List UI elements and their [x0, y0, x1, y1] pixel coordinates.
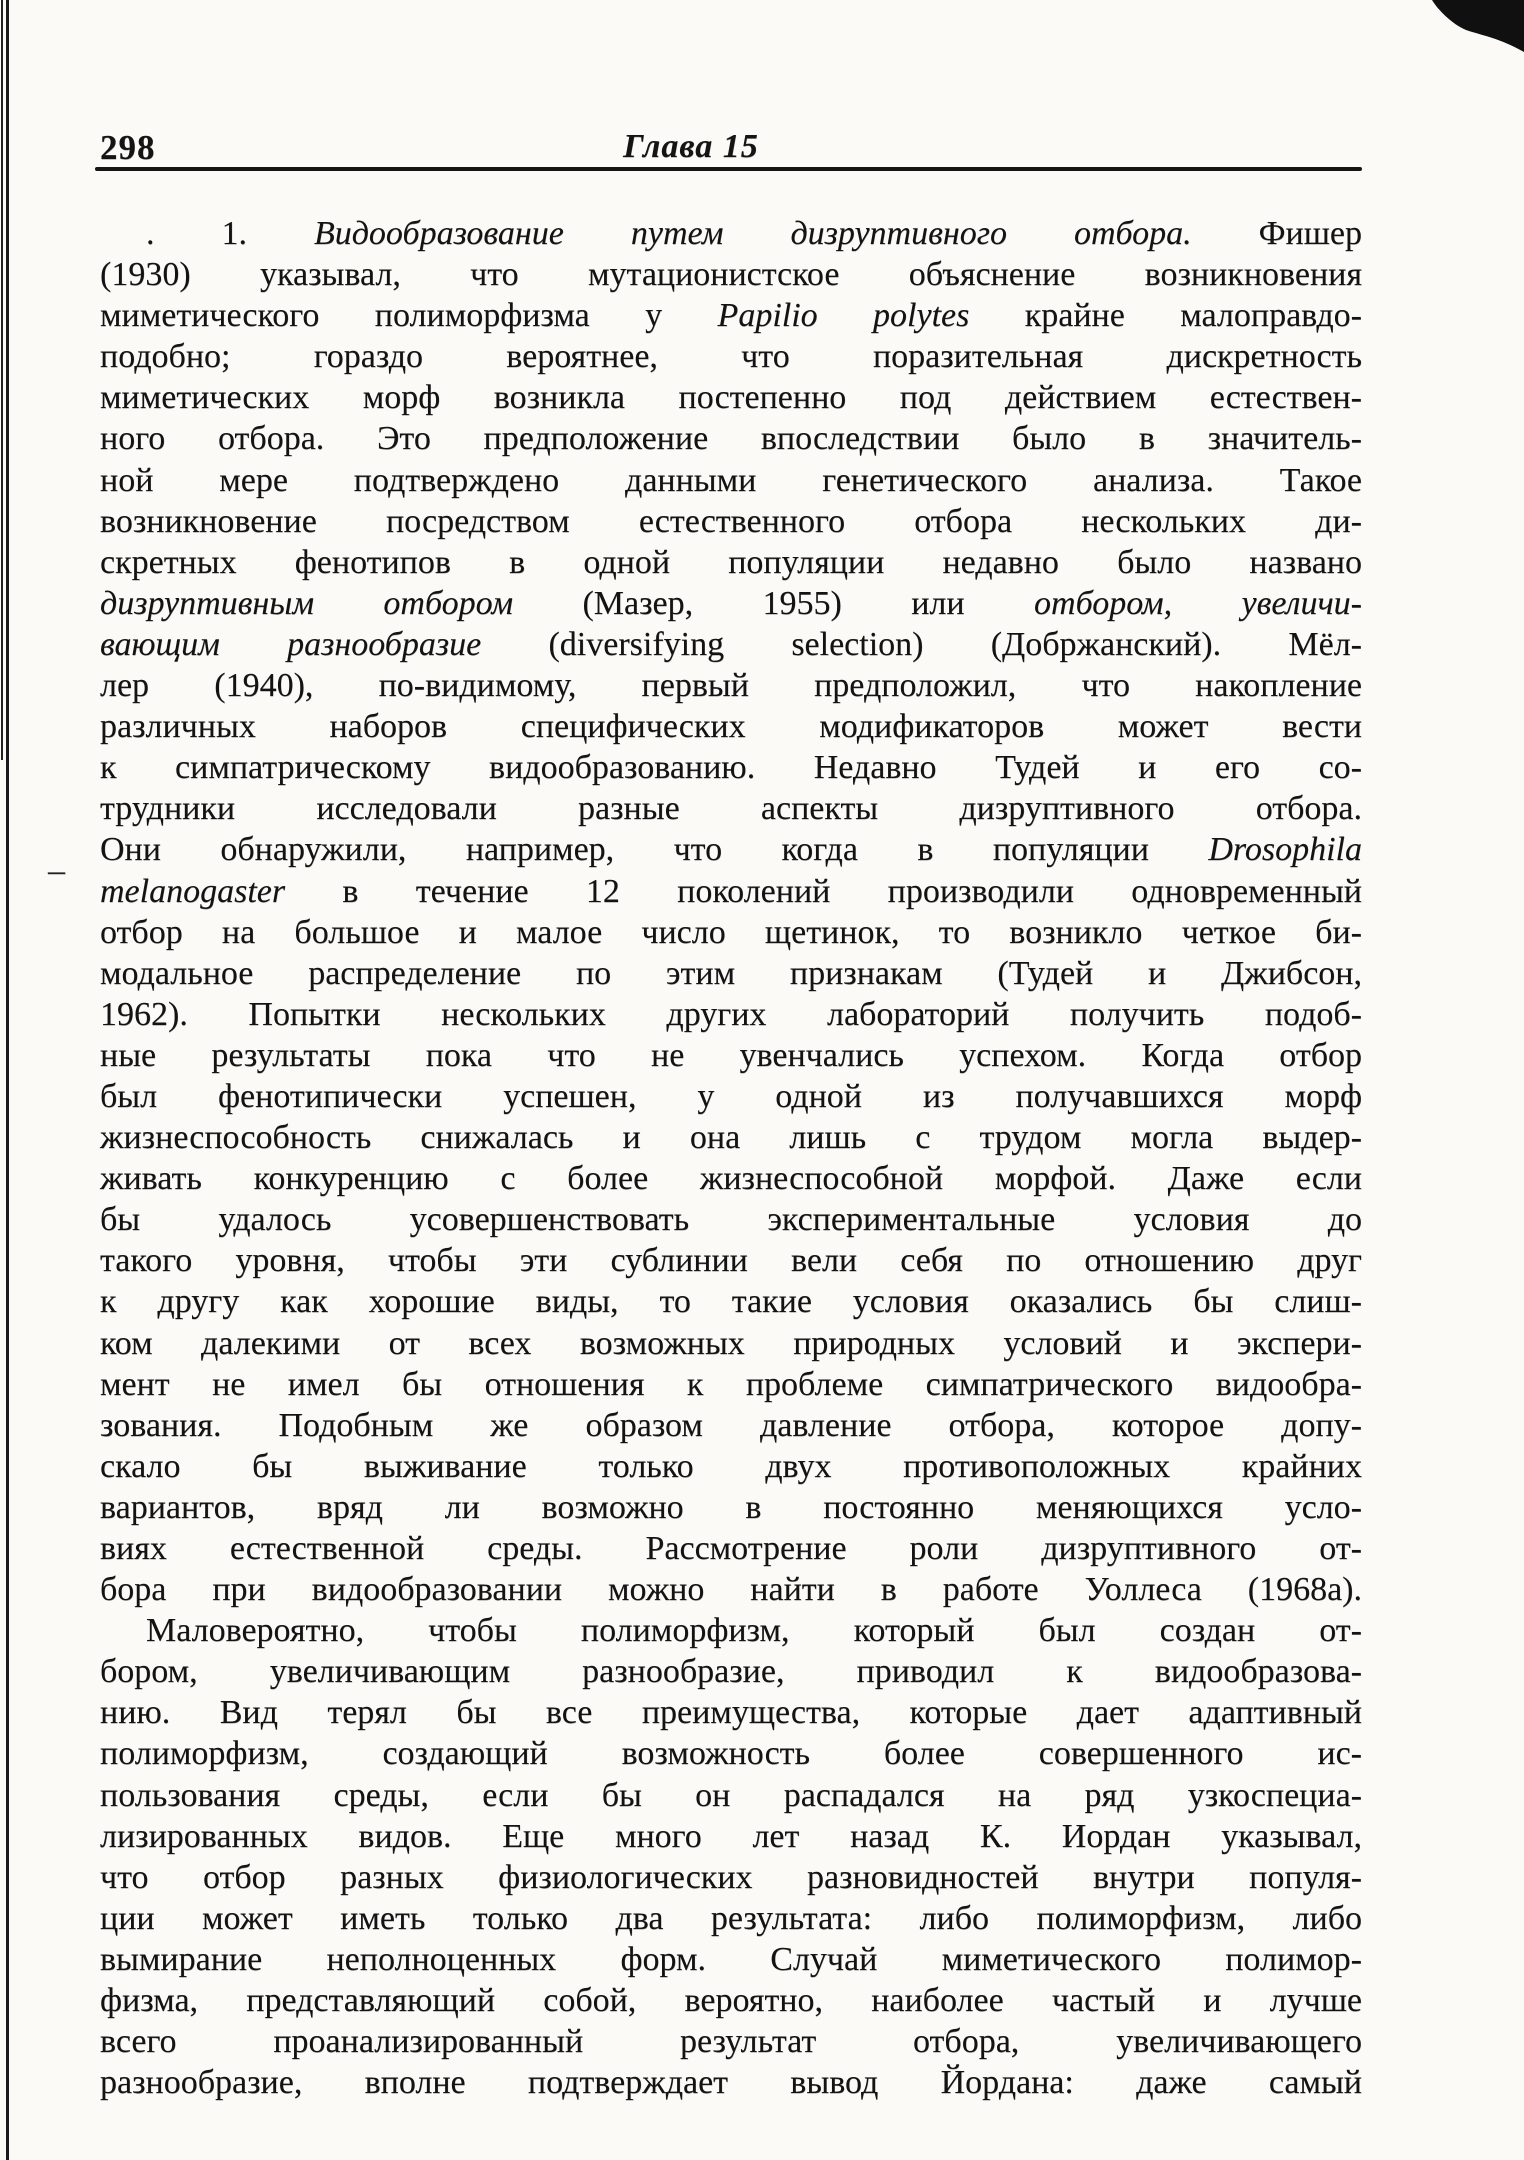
text-line — [100, 1692, 1362, 1733]
text-line — [100, 953, 1362, 994]
text-line — [100, 254, 1362, 295]
text-line — [100, 1240, 1362, 1281]
text-segment: Они обнаружили, например, что когда в популяции — [100, 831, 1209, 869]
text-segment: что отбор разных физиологических разновидностей внутри популя- — [100, 1858, 1362, 1896]
text-segment: . 1. — [146, 215, 314, 252]
text-block — [100, 213, 1362, 2103]
text-segment: лизированных видов. Еще много лет назад К. Иордан указывал, — [100, 1817, 1362, 1855]
text-line — [100, 1323, 1362, 1364]
text-segment: Фишер — [1191, 215, 1362, 252]
italic-text-segment: Видообразование путем дизруптивного отбора. — [313, 215, 1192, 252]
text-line — [100, 295, 1362, 336]
text-segment: подобно; гораздо вероятнее, что поразительная дискретность — [100, 338, 1362, 376]
text-segment: ной мере подтверждено данными генетического анализа. Такое — [100, 461, 1362, 499]
text-line — [100, 624, 1362, 665]
text-segment: зования. Подобным же образом давление отбора, которое допу- — [100, 1406, 1362, 1444]
text-line — [100, 418, 1362, 459]
text-line — [100, 1569, 1362, 1610]
text-line — [100, 2062, 1362, 2103]
text-segment: (1930) указывал, что мутационистское объяснение возникновения — [100, 256, 1362, 294]
text-segment: разнообразие, вполне подтверждает вывод Йордана: даже самый — [100, 2064, 1362, 2102]
italic-text-segment: Papilio polytes — [717, 297, 970, 335]
text-line — [100, 1857, 1362, 1898]
text-line — [100, 1364, 1362, 1405]
text-segment: к другу как хорошие виды, то такие условия оказались бы слиш- — [100, 1283, 1362, 1321]
text-line — [100, 583, 1362, 624]
text-segment: всего проанализированный результат отбора, увеличивающего — [100, 2023, 1362, 2061]
text-segment: был фенотипически успешен, у одной из получавшихся морф — [100, 1077, 1362, 1115]
text-line — [100, 213, 1362, 254]
text-line — [100, 788, 1362, 829]
text-segment: ного отбора. Это предположение впоследствии было в значитель- — [100, 420, 1362, 458]
text-segment: полиморфизм, создающий возможность более совершенного ис- — [100, 1735, 1362, 1773]
text-line — [100, 747, 1362, 788]
italic-text-segment: вающим разнообразие — [100, 625, 482, 663]
text-line — [100, 871, 1362, 912]
text-segment: бы удалось усовершенствовать экспериментальные условия до — [100, 1201, 1362, 1239]
text-segment: 1962). Попытки нескольких других лабораторий получить подоб- — [100, 995, 1362, 1033]
text-segment: возникновение посредством естественного отбора нескольких ди- — [100, 502, 1362, 540]
text-segment: Маловероятно, чтобы полиморфизм, который был создан от- — [146, 1612, 1362, 1650]
italic-text-segment: дизруптивным отбором — [100, 584, 514, 622]
text-line — [100, 829, 1362, 870]
text-segment: вымирание неполноценных форм. Случай миметического полимор- — [100, 1940, 1362, 1978]
text-segment: различных наборов специфических модификаторов может вести — [100, 708, 1362, 746]
text-line — [100, 1199, 1362, 1240]
text-line — [100, 1446, 1362, 1487]
text-segment: жизнеспособность снижалась и она лишь с трудом могла выдер- — [100, 1119, 1362, 1157]
text-segment: такого уровня, чтобы эти сублинии вели себя по отношению друг — [100, 1242, 1362, 1280]
text-line — [100, 1035, 1362, 1076]
text-segment: мент не имел бы отношения к проблеме симпатрического видообра- — [100, 1365, 1362, 1403]
text-line — [100, 460, 1362, 501]
text-line — [100, 1733, 1362, 1774]
text-line — [100, 1980, 1362, 2021]
text-segment: живать конкуренцию с более жизнеспособной морфой. Даже если — [100, 1160, 1362, 1198]
binding-line-artifact-2 — [1, 0, 3, 760]
text-segment: к симпатрическому видообразованию. Недавно Тудей и его со- — [100, 749, 1362, 787]
text-segment: (Мазер, 1955) или — [513, 584, 1035, 622]
text-line — [100, 377, 1362, 418]
text-line — [100, 1651, 1362, 1692]
text-line — [100, 1939, 1362, 1980]
text-line — [100, 706, 1362, 747]
italic-text-segment: Drosophila — [1208, 831, 1362, 869]
text-segment: бором, увеличивающим разнообразие, приводил к видообразова- — [100, 1653, 1362, 1691]
text-segment: ком далекими от всех возможных природных условий и экспери- — [100, 1324, 1362, 1362]
text-line — [100, 1281, 1362, 1322]
text-line — [100, 1487, 1362, 1528]
text-line — [100, 912, 1362, 953]
text-line — [100, 665, 1362, 706]
text-segment: модальное распределение по этим признакам (Тудей и Джибсон, — [100, 954, 1362, 992]
text-line — [100, 1775, 1362, 1816]
text-line — [100, 1158, 1362, 1199]
text-segment: трудники исследовали разные аспекты дизруптивного отбора. — [100, 790, 1362, 828]
text-segment: отбор на большое и малое число щетинок, то возникло четкое би- — [100, 913, 1362, 951]
text-segment: вариантов, вряд ли возможно в постоянно меняющихся усло- — [100, 1488, 1362, 1526]
text-line — [100, 1076, 1362, 1117]
text-segment: крайне малоправдо- — [969, 297, 1362, 335]
corner-fold-artifact — [1414, 0, 1524, 52]
text-line — [100, 336, 1362, 377]
text-segment: миметических морф возникла постепенно под действием естествен- — [100, 379, 1362, 417]
italic-text-segment: melanogaster — [100, 872, 286, 910]
text-segment: ные результаты пока что не увенчались успехом. Когда отбор — [100, 1036, 1362, 1074]
text-segment: в течение 12 поколений производили одновременный — [285, 872, 1362, 910]
text-line — [100, 1898, 1362, 1939]
text-line — [100, 1405, 1362, 1446]
page-number: 298 — [100, 128, 156, 167]
header-rule — [95, 167, 1362, 171]
text-line — [100, 1610, 1362, 1651]
text-segment: виях естественной среды. Рассмотрение роли дизруптивного от- — [100, 1530, 1362, 1567]
text-segment: миметического полиморфизма у — [100, 297, 718, 335]
text-line — [100, 994, 1362, 1035]
text-line — [100, 2021, 1362, 2062]
margin-mark-artifact: – — [48, 852, 65, 889]
text-line — [100, 542, 1362, 583]
chapter-title: Глава 15 — [623, 128, 759, 165]
text-segment: бора при видообразовании можно найти в работе Уоллеса (1968а). — [100, 1571, 1362, 1609]
text-segment: (diversifying selection) (Добржанский). Мёл- — [481, 625, 1362, 663]
text-line — [100, 1816, 1362, 1857]
text-line — [100, 1528, 1362, 1569]
binding-line-artifact — [6, 0, 9, 2160]
text-segment: скретных фенотипов в одной популяции недавно было названо — [100, 543, 1362, 581]
page-header — [100, 128, 1362, 170]
text-segment: скало бы выживание только двух противоположных крайних — [100, 1447, 1362, 1485]
text-segment: ции может иметь только два результата: либо полиморфизм, либо — [100, 1899, 1362, 1937]
text-line — [100, 1117, 1362, 1158]
italic-text-segment: отбором, увеличи- — [1034, 584, 1362, 622]
text-segment: лер (1940), по-видимому, первый предположил, что накопление — [100, 667, 1362, 705]
text-segment: пользования среды, если бы он распадался на ряд узкоспециа- — [100, 1776, 1362, 1814]
text-line — [100, 501, 1362, 542]
text-segment: физма, представляющий собой, вероятно, наиболее частый и лучше — [100, 1982, 1362, 2020]
text-segment: нию. Вид терял бы все преимущества, которые дает адаптивный — [100, 1694, 1362, 1732]
